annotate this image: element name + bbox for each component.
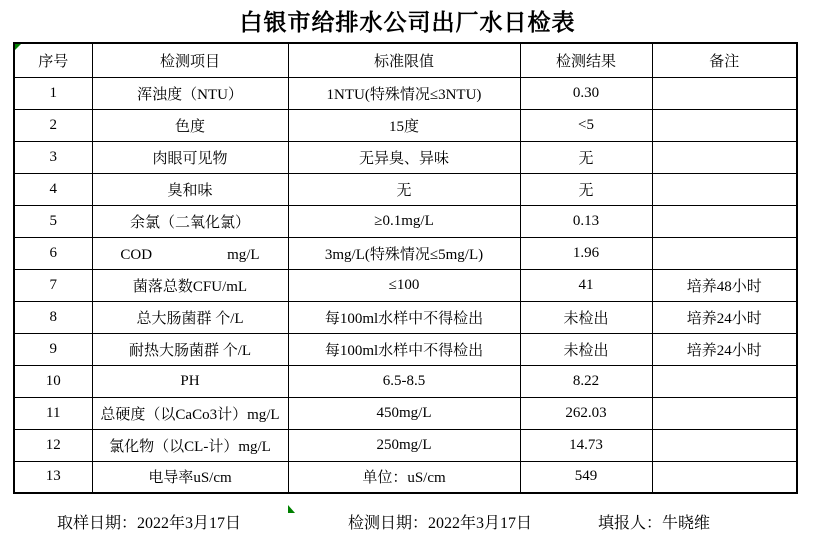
cell-limit: ≤100 — [288, 269, 520, 301]
cell-no: 5 — [14, 205, 92, 237]
cell-limit: 15度 — [288, 109, 520, 141]
cell-no: 12 — [14, 429, 92, 461]
cell-item: 耐热大肠菌群 个/L — [92, 333, 288, 365]
cell-item: 肉眼可见物 — [92, 141, 288, 173]
table-row — [14, 333, 797, 365]
cell-no: 13 — [14, 461, 92, 493]
inspection-table — [13, 42, 798, 494]
cell-remark — [652, 205, 797, 237]
cell-no: 4 — [14, 173, 92, 205]
cell-remark — [652, 237, 797, 269]
sampling-date-label: 取样日期：2022年3月17日 — [57, 515, 242, 532]
cell-remark — [652, 109, 797, 141]
cell-limit: 每100ml水样中不得检出 — [288, 301, 520, 333]
cell-result: 1.96 — [520, 237, 652, 269]
cell-limit: 450mg/L — [288, 397, 520, 429]
cell-no: 3 — [14, 141, 92, 173]
cell-remark — [652, 77, 797, 109]
cell-limit: 每100ml水样中不得检出 — [288, 333, 520, 365]
cell-limit: 无异臭、异味 — [288, 141, 520, 173]
table-row — [14, 301, 797, 333]
cell-remark — [652, 429, 797, 461]
cell-remark: 培养24小时 — [652, 301, 797, 333]
cell-limit: 无 — [288, 173, 520, 205]
cell-result: 未检出 — [520, 333, 652, 365]
cell-no: 1 — [14, 77, 92, 109]
cell-result: 14.73 — [520, 429, 652, 461]
cell-remark — [652, 173, 797, 205]
cell-limit: ≥0.1mg/L — [288, 205, 520, 237]
excel-fill-handle-icon — [288, 505, 295, 513]
test-date-label: 检测日期：2022年3月17日 — [348, 515, 533, 532]
cell-item: 电导率uS/cm — [92, 461, 288, 493]
cell-limit: 1NTU(特殊情况≤3NTU) — [288, 77, 520, 109]
cell-result: 无 — [520, 173, 652, 205]
cell-item: 氯化物（以CL-计）mg/L — [92, 429, 288, 461]
cell-no: 7 — [14, 269, 92, 301]
cell-limit: 3mg/L(特殊情况≤5mg/L) — [288, 237, 520, 269]
cell-result: 0.13 — [520, 205, 652, 237]
cell-result: 549 — [520, 461, 652, 493]
cell-item: 总大肠菌群 个/L — [92, 301, 288, 333]
cell-result: 41 — [520, 269, 652, 301]
cell-limit: 单位：uS/cm — [288, 461, 520, 493]
cell-item: 余氯（二氧化氯） — [92, 205, 288, 237]
cell-item: PH — [92, 365, 288, 397]
cell-item: 浑浊度（NTU） — [92, 77, 288, 109]
header-item: 检测项目 — [92, 43, 288, 77]
header-remark: 备注 — [652, 43, 797, 77]
table-row — [14, 269, 797, 301]
cell-no: 11 — [14, 397, 92, 429]
cell-no: 6 — [14, 237, 92, 269]
cell-limit: 250mg/L — [288, 429, 520, 461]
cell-result: 0.30 — [520, 77, 652, 109]
reporter-label: 填报人：牛晓维 — [598, 515, 711, 532]
header-no: 序号 — [14, 43, 92, 77]
header-result: 检测结果 — [520, 43, 652, 77]
table-row — [14, 205, 797, 237]
table-row — [14, 429, 797, 461]
cell-result: 未检出 — [520, 301, 652, 333]
cell-item: 臭和味 — [92, 173, 288, 205]
cell-item: 菌落总数CFU/mL — [92, 269, 288, 301]
page-title: 白银市给排水公司出厂水日检表 — [239, 10, 576, 35]
cell-item: 色度 — [92, 109, 288, 141]
cell-remark: 培养24小时 — [652, 333, 797, 365]
cell-remark — [652, 397, 797, 429]
cell-no: 9 — [14, 333, 92, 365]
table-header-row — [14, 43, 797, 77]
cell-remark — [652, 365, 797, 397]
cell-item: 总硬度（以CaCo3计）mg/L — [92, 397, 288, 429]
table-row — [14, 397, 797, 429]
cell-remark — [652, 141, 797, 173]
table-row — [14, 173, 797, 205]
cell-no: 10 — [14, 365, 92, 397]
cell-limit: 6.5-8.5 — [288, 365, 520, 397]
table-row — [14, 141, 797, 173]
cell-item: COD mg/L — [92, 237, 288, 269]
cell-result: <5 — [520, 109, 652, 141]
table-row — [14, 237, 797, 269]
table-row — [14, 365, 797, 397]
table-row — [14, 461, 797, 493]
cell-remark: 培养48小时 — [652, 269, 797, 301]
table-row — [14, 109, 797, 141]
cell-no: 2 — [14, 109, 92, 141]
header-limit: 标准限值 — [288, 43, 520, 77]
cell-result: 262.03 — [520, 397, 652, 429]
cell-result: 无 — [520, 141, 652, 173]
cell-no: 8 — [14, 301, 92, 333]
table-row — [14, 77, 797, 109]
cell-remark — [652, 461, 797, 493]
cell-result: 8.22 — [520, 365, 652, 397]
